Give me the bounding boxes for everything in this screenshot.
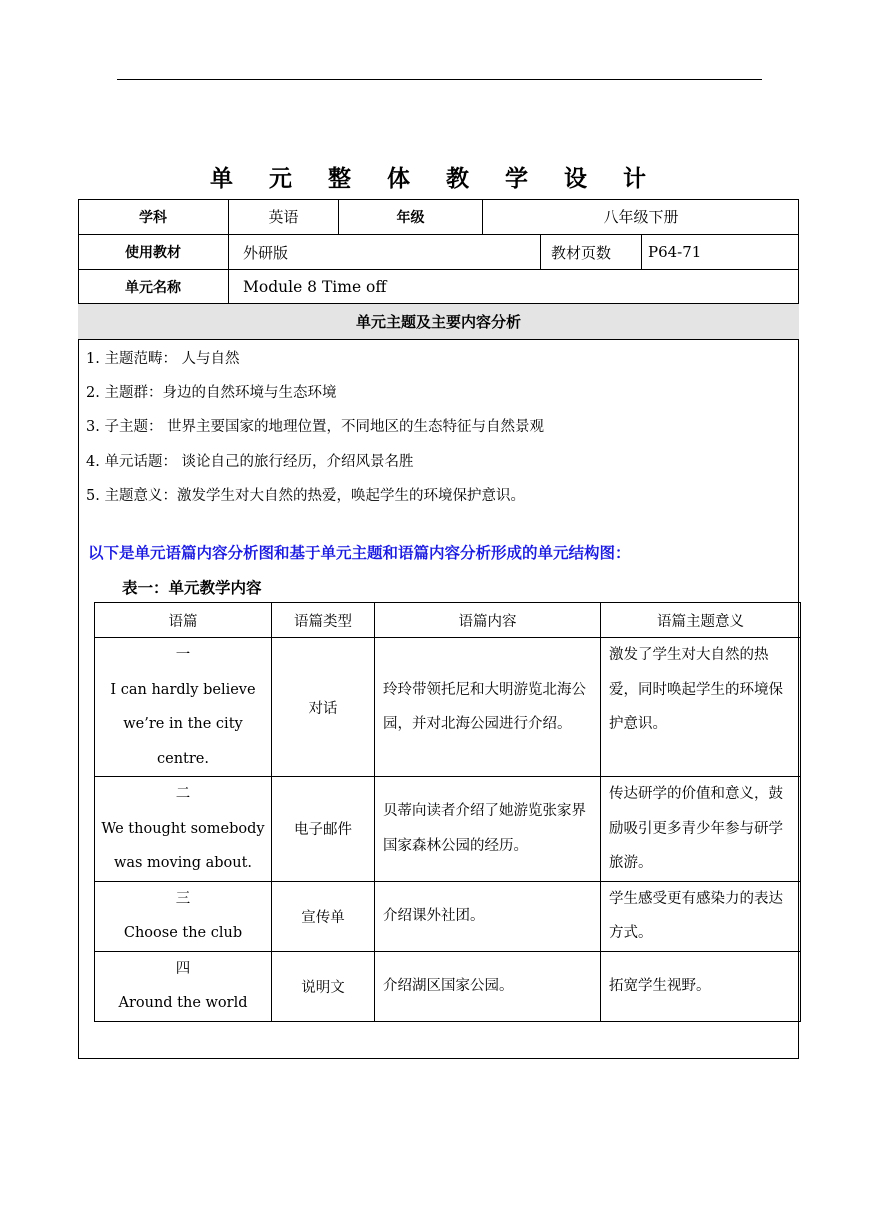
table-header-cell: 语篇类型 [272,603,375,638]
text-type-cell: 对话 [272,638,375,777]
text-content-cell: 介绍湖区国家公园。 [375,951,601,1021]
table-header-cell: 语篇主题意义 [601,603,801,638]
text-type-cell: 说明文 [272,951,375,1021]
info-row-textbook [78,235,799,270]
text-title-cell [95,777,272,882]
text-title-line: we’re in the city centre. [123,716,243,767]
table-row [95,638,801,777]
analysis-item: 3. 子主题： 世界主要国家的地理位置，不同地区的生态特征与自然景观 [86,419,545,435]
subject-label: 学科 [139,209,167,226]
table-row [95,881,801,951]
pages-value: P64-71 [641,235,799,269]
text-title-cell [95,881,272,951]
text-title-line: We thought somebody [101,820,265,837]
text-title-line: Around the world [118,995,248,1011]
textbook-label: 使用教材 [125,245,181,261]
pages-label: 教材页数 [540,235,641,269]
text-content-cell: 玲玲带领托尼和大明游览北海公园，并对北海公园进行介绍。 [375,638,601,777]
table-caption: 表一：单元教学内容 [122,578,262,597]
grade-label: 年级 [338,199,482,234]
info-row-subject [78,199,799,235]
text-meaning-cell: 传达研学的价值和意义，鼓励吸引更多青少年参与研学旅游。 [601,777,801,882]
analysis-item: 1. 主题范畴： 人与自然 [86,351,240,367]
structure-note: 以下是单元语篇内容分析图和基于单元主题和语篇内容分析形成的单元结构图： [88,543,631,562]
text-title-cell [95,951,272,1021]
grade-value: 八年级下册 [482,199,799,234]
table-row [95,777,801,882]
text-number: 三 [175,890,191,907]
text-meaning-cell: 学生感受更有感染力的表达方式。 [601,881,801,951]
header-rule [117,79,762,80]
analysis-item: 2. 主题群：身边的自然环境与生态环境 [86,385,337,401]
text-type-cell: 宣传单 [272,881,375,951]
teaching-content-table [94,602,801,1022]
analysis-item: 4. 单元话题： 谈论自己的旅行经历，介绍风景名胜 [86,454,414,470]
text-title-line: I can hardly believe [110,681,256,698]
page-title: 单 元 整 体 教 学 设 计 [209,165,661,192]
text-content-cell: 贝蒂向读者介绍了她游览张家界国家森林公园的经历。 [375,777,601,882]
text-meaning-cell: 激发了学生对大自然的热爱，同时唤起学生的环境保护意识。 [601,638,801,777]
table-header-row [95,603,801,638]
text-content-cell: 介绍课外社团。 [375,881,601,951]
text-title-line: was moving about. [113,855,253,871]
textbook-value: 外研版 [228,235,540,269]
text-title-cell [95,638,272,777]
unit-label: 单元名称 [125,279,181,296]
analysis-heading: 单元主题及主要内容分析 [78,304,799,340]
table-row [95,951,801,1021]
unit-value: Module 8 Time off [228,270,799,303]
table-header-cell: 语篇内容 [375,603,601,638]
table-header-cell: 语篇 [95,603,272,638]
text-number: 一 [175,647,191,663]
text-meaning-cell: 拓宽学生视野。 [601,951,801,1021]
info-row-unit [78,270,799,304]
analysis-item: 5. 主题意义：激发学生对大自然的热爱，唤起学生的环境保护意识。 [86,488,525,504]
text-number: 二 [175,786,191,802]
text-title-line: Choose the club [123,925,243,941]
text-type-cell: 电子邮件 [272,777,375,882]
text-number: 四 [175,960,191,977]
subject-value: 英语 [228,199,338,234]
